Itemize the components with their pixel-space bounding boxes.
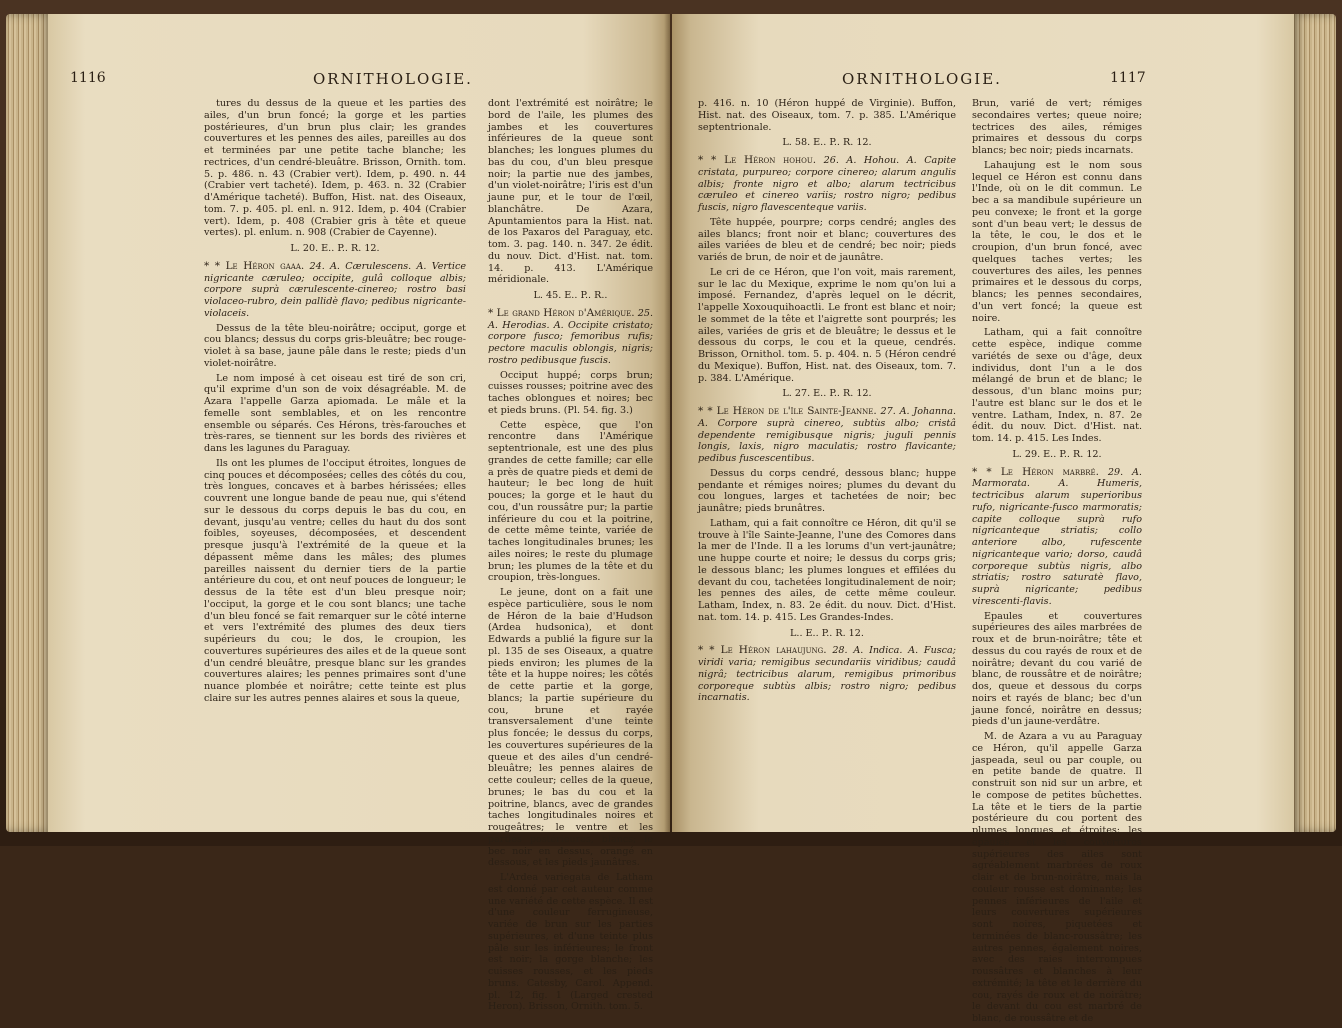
species-heading: * * Le Héron marbré. [972, 465, 1099, 478]
species-entry [204, 261, 466, 320]
species-entry [698, 406, 956, 465]
right-page-edges [1292, 14, 1336, 832]
page-number: 1117 [1110, 70, 1146, 86]
body-paragraph: Dessus de la tête bleu-noirâtre; occiput, gorge et cou blancs; dessus du corps gris-bleuâtre; bec rouge-violet à sa base, jaune pâle dans le reste; pieds d'un violet-noirâtre. [204, 322, 466, 369]
species-heading: * * Le Héron lahaujung. [698, 644, 827, 657]
measurement-line: L. 58. E.. P.. R. 12. [782, 137, 872, 149]
body-paragraph: Tête huppée, pourpre; corps cendré; angles des ailes blancs; front noir et blanc; couvertures des ailes variées de bleu et de cendré; bec noir; pieds variés de brun, de noir et de jaunâtre. [698, 216, 956, 263]
body-paragraph: M. de Azara a vu au Paraguay ce Héron, qu'il appelle Garza jaspeada, seul ou par couple, ou en petite bande de quatre. Il construit son nid sur un arbre, et le compose de petites bûchettes. La tête et le tiers de la partie postérieure du cou portent des plumes longues et étroites; les épaules et les couvertures supérieures des ailes sont agréablement marbrées de roux clair et de brun-noirâtre, mais la couleur rousse est dominante; les pennes inférieures de l'aile et leurs couvertures supérieures sont noires, piquetées et terminées de blanc-roussâtre; les autres pennes, également noires, avec des raies interrompues roussâtres et blanches à leur extrémité; la tête et le derrière du cou, rayés de roux et de noirâtre; le devant du cou est marbré de blanc, de roussâtre et de [972, 731, 1142, 1024]
body-paragraph: Latham, qui a fait connoître cette espèce, indique comme variétés de sexe ou d'âge, deux individus, dont l'un a le dos mélangé de brun et de blanc; le dessous, d'un blanc moins pur; l'autre est blanc sur le dos et le ventre. Latham, Index, n. 87. 2e édit. du nouv. Dict. d'Hist. nat. tom. 14. p. 415. Les Indes. [972, 327, 1142, 444]
body-paragraph: p. 416. n. 10 (Héron huppé de Virginie). Buffon, Hist. nat. des Oiseaux, tom. 7. p. 385. L'Amérique septentrionale. [698, 98, 956, 133]
body-paragraph: Dessus du corps cendré, dessous blanc; huppe pendante et rémiges noires; plumes du devant du cou longues, larges et tachetées de noir; bec jaunâtre; pieds brunâtres. [698, 467, 956, 514]
body-paragraph: Lahaujung est le nom sous lequel ce Héron est connu dans l'Inde, où on le dit commun. Le bec a sa mandibule supérieure un peu convexe; le front et la gorge sont d'un beau vert; le dessus de la tête, le cou, le dos et le croupion, d'un brun foncé, avec quelques taches vertes; les couvertures des ailes, les pennes primaires et le dessous du corps, blancs; les pennes secondaires, d'un vert foncé; la queue est noire. [972, 159, 1142, 324]
right-column-1 [698, 98, 956, 707]
measurement-line: L. 29. E.. P.. R. 12. [1012, 448, 1102, 460]
latin-description: 25. A. Herodias. A. Occipite cristato; corpore fusco; femoribus rufis; pectore maculis oblongis, nigris; rostro pedibusque fuscis. [488, 307, 653, 366]
species-entry [972, 467, 1142, 608]
species-heading: * * Le Héron de l'île Sainte-Jeanne. [698, 405, 877, 417]
latin-description: 26. A. Hohou. A. Capite cristata, purpureo; corpore cinereo; alarum angulis albis; fronte nigro et albo; alarum tectricibus cæruleo et cinereo variis; rostro nigro; pedibus fuscis, nigro flavescenteque variis. [698, 155, 956, 213]
page-number: 1116 [70, 70, 106, 86]
species-heading: * * Le Héron hohou. [698, 154, 817, 166]
latin-description: 24. A. Cærulescens. A. Vertice nigricante cæruleo; occipite, gulâ colloque albis; corpore suprà cærulescente-cinereo; rostro basi violaceo-rubro, dein pallidè flavo; pedibus nigricante-violaceis. [204, 260, 466, 319]
right-page [672, 14, 1294, 1024]
body-paragraph: tures du dessus de la queue et les parties des ailes, d'un brun foncé; la gorge et les parties postérieures, d'un brun plus clair; les grandes couvertures et les pennes des ailes, pareilles au dos et terminées par une petite tache blanche; les rectrices, d'un cendré-bleuâtre. Brisson, Ornith. tom. 5. p. 486. n. 43 (Crabier vert). Idem, p. 490. n. 44 (Crabier vert tacheté). Idem, p. 463. n. 32 (Crabier d'Amérique tacheté). Buffon, Hist. nat. des Oiseaux, tom. 7. p. 405. pl. enl. n. 912. Idem, p. 404 (Crabier vert). Idem, p. 408 (Crabier gris à tête et queue vertes). pl. enlum. n. 908 (Crabier de Cayenne). [204, 98, 466, 239]
right-column-2 [972, 98, 1142, 1028]
latin-description: 28. A. Indica. A. Fusca; viridi varia; remigibus secundariis viridibus; caudâ nigrâ; tectricibus alarum, remigibus primoribus corporeque subtùs albis; rostro nigro; pedibus incarnatis. [698, 645, 956, 704]
left-column-2 [488, 98, 653, 1016]
left-column-1 [204, 98, 466, 708]
body-paragraph: Le jeune, dont on a fait une espèce particulière, sous le nom de Héron de la baie d'Hudson (Ardea hudsonica), et dont Edwards a publié la figure sur la pl. 135 de ses Oiseaux, a quatre pieds environ; les plumes de la tête et la huppe noires; les côtés de cette partie et la gorge, blancs; la partie supérieure du cou, brune et rayée transversalement d'une teinte plus foncée; le dessus du corps, les couvertures supérieures de la queue et des ailes d'un cendré-bleuâtre; les pennes alaires de cette couleur; celles de la queue, brunes; le bas du cou et la poitrine, blancs, avec de grandes taches longitudinales noires et rougeâtres; le ventre et les parties postérieures, blancs; le bec noir en dessus, orangé en dessous, et les pieds jaunâtres. [488, 587, 653, 869]
left-page-edges [6, 14, 52, 832]
body-paragraph: Occiput huppé; corps brun; cuisses rousses; poitrine avec des taches oblongues et noires; bec et pieds bruns. (Pl. 54. fig. 3.) [488, 369, 653, 416]
body-paragraph: Ils ont les plumes de l'occiput étroites, longues de cinq pouces et décomposées; celles des côtés du cou, très longues, concaves et à barbes hérissées; elles couvrent une longue bande de peau nue, qui s'étend sur le dessous du corps depuis le bas du cou, en devant, jusqu'au ventre; celles du haut du dos sont foibles, soyeuses, décomposées, et descendent presque jusqu'à l'extrémité de la queue et la dépassent même dans les mâles; des plumes pareilles naissent du dernier tiers de la partie antérieure du cou, et ont neuf pouces de longueur; le dessus de la tête est d'un bleu presque noir; l'occiput, la gorge et le cou sont blancs; une tache d'un bleu foncé se fait remarquer sur le côté interne et vers l'extrémité des plumes des deux tiers supérieurs du cou; le dos, le croupion, les couvertures supérieures des ailes et de la queue sont d'un cendré bleuâtre, presque blanc sur les grandes couvertures alaires; les pennes primaires sont d'une nuance plombée et noirâtre; cette teinte est plus claire sur les autres pennes alaires et sous la queue, [204, 457, 466, 704]
latin-description: 29. A. Marmorata. A. Humeris, tectricibus alarum superioribus rufo, nigricante-fusco marmoratis; capite colloque suprà rufo nigricanteque striatis; collo anteriore albo, rufescente nigricanteque vario; dorso, caudâ corporeque subtùs nigris, albo striatis; rostro saturatè flavo, suprà nigricante; pedibus virescenti-flavis. [972, 466, 1142, 607]
body-paragraph: Latham, qui a fait connoître ce Héron, dit qu'il se trouve à l'île Sainte-Jeanne, l'une des Comores dans la mer de l'Inde. Il a les lorums d'un vert-jaunâtre; une huppe courte et noire; le dessus du corps gris; le dessous blanc; les plumes longues et effilées du devant du cou, tachetées longitudinalement de noir; les pennes des ailes, de cette même couleur. Latham, Index, n. 83. 2e édit. du nouv. Dict. d'Hist. nat. tom. 14. p. 415. Les Grandes-Indes. [698, 517, 956, 623]
species-entry [698, 155, 956, 214]
body-paragraph: Le cri de ce Héron, que l'on voit, mais rarement, sur le lac du Mexique, exprime le nom qu'on lui a imposé. Fernandez, d'après lequel on le décrit, l'appelle Xoxouquihoactli. Le front est blanc et noir; le sommet de la tête et l'aigrette sont pourprés; les ailes, variées de gris et de bleuâtre; le dessus et le dessous du corps, le cou et la queue, cendrés. Brisson, Ornithol. tom. 5. p. 404. n. 5 (Héron cendré du Mexique). Buffon, Hist. nat. des Oiseaux, tom. 7. p. 384. L'Amérique. [698, 266, 956, 384]
species-heading: * * Le Héron gaaa. [204, 259, 305, 272]
measurement-line: L.. E.. P.. R. 12. [790, 627, 864, 639]
latin-description: 27. A. Johanna. A. Corpore suprà cinereo, subtùs albo; cristâ dependente remigibusque nigris; juguli pennis longis, laxis, nigro maculatis; rostro flavicante; pedibus fuscescentibus. [698, 406, 957, 464]
body-paragraph: Cette espèce, que l'on rencontre dans l'Amérique septentrionale, est une des plus grandes de cette famille; car elle a près de quatre pieds et demi de hauteur; le bec long de huit pouces; la gorge et le haut du cou, d'un roussâtre pur; la partie inférieure du cou et la poitrine, de cette même teinte, variée de taches longitudinales brunes; les ailes noires; le reste du plumage brun; les plumes de la tête et du croupion, très-longues. [488, 419, 653, 584]
measurement-line: L. 45. E.. P.. R.. [533, 290, 608, 301]
running-head: ORNITHOLOGIE. [313, 70, 473, 88]
species-entry [698, 645, 956, 704]
body-paragraph: L'Ardea variegata de Latham est donné par cet auteur comme une variété de cette espèce. Il est d'une couleur ferrugineuse, variée de brun sur les parties supérieures, et d'une teinte plus pâle sur les inférieures; le front est noir; la gorge blanche; les cuisses rousses, et les pieds bruns. Catesby, Carol. Append. pl. 12, fig. 1 (Larged crested Heron). Brisson, Ornith. tom. 5. [488, 872, 653, 1013]
running-head: ORNITHOLOGIE. [842, 70, 1002, 88]
body-paragraph: dont l'extrémité est noirâtre; le bord de l'aile, les plumes des jambes et les couvertures inférieures de la queue sont blanches; les longues plumes du bas du cou, d'un bleu presque noir; la partie nue des jambes, d'un violet-noirâtre; l'iris est d'un jaune pur, et le tour de l'œil, blanchâtre. De Azara, Apuntamientos para la Hist. nat. de los Paxaros del Paraguay, etc. tom. 3. pag. 140. n. 347. 2e édit. du nouv. Dict. d'Hist. nat. tom. 14. p. 413. L'Amérique méridionale. [488, 98, 653, 286]
body-paragraph: Le nom imposé à cet oiseau est tiré de son cri, qu'il exprime d'un son de voix désagréable. M. de Azara l'appelle Garza apiomada. Le mâle et la femelle sont semblables, et on les rencontre ensemble ou séparés. Ces Hérons, très-farouches et très-rares, se tiennent sur les bords des rivières et dans les lagunes du Paraguay. [204, 372, 466, 454]
measurement-line: L. 20. E.. P.. R. 12. [290, 243, 380, 254]
measurement-line: L. 27. E.. P.. R. 12. [782, 388, 872, 400]
body-paragraph: Brun, varié de vert; rémiges secondaires vertes; queue noire; tectrices des ailes, rémiges primaires et dessous du corps blancs; bec noir; pieds incarnats. [972, 98, 1142, 156]
left-page [48, 14, 670, 1013]
body-paragraph: Epaules et couvertures supérieures des ailes marbrées de roux et de brun-noirâtre; tête et dessus du cou rayés de roux et de noirâtre; devant du cou varié de blanc, de roussâtre et de noirâtre; dos, queue et dessous du corps noirs et rayés de blanc; bec d'un jaune foncé, noirâtre en dessus; pieds d'un jaune-verdâtre. [972, 610, 1142, 728]
species-heading: * Le grand Héron d'Amérique. [488, 306, 635, 319]
species-entry [488, 308, 653, 367]
